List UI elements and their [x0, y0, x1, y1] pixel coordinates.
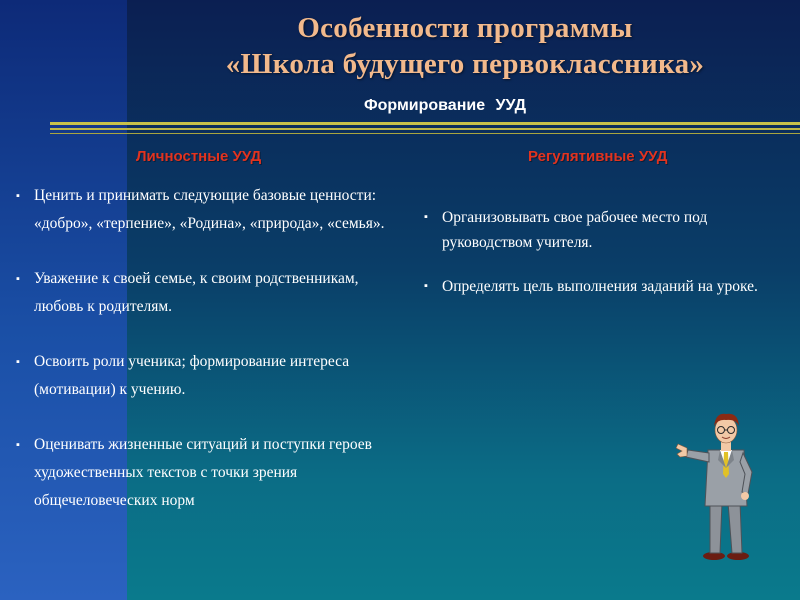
slide-title-line-2: «Школа будущего первоклассника»	[225, 48, 705, 80]
slide-title-line-1: Особенности программы	[297, 12, 633, 44]
list-item: ▪ Оценивать жизненные ситуаций и поступки героев художественных текстов с точки зрения общечеловеческих норм	[10, 431, 390, 515]
regulatory-uud-list	[418, 205, 798, 318]
divider-line	[50, 133, 800, 134]
list-item: ▪ Определять цель выполнения заданий на уроке.	[418, 274, 798, 299]
list-item: ▪ Организовывать свое рабочее место под руководством учителя.	[418, 205, 798, 255]
right-column-heading: Регулятивные УУД	[528, 148, 668, 165]
left-column-heading: Личностные УУД	[136, 148, 262, 165]
divider-line	[50, 128, 800, 130]
slide-subtitle: Формирование УУД	[363, 97, 527, 114]
slide-title	[130, 10, 800, 82]
teacher-figure-icon	[676, 410, 776, 562]
divider-line	[50, 122, 800, 125]
list-item: ▪ Освоить роли ученика; формирование интереса (мотивации) к учению.	[10, 348, 390, 404]
list-item: ▪ Уважение к своей семье, к своим родственникам, любовь к родителям.	[10, 265, 390, 321]
personal-uud-list	[10, 182, 390, 542]
list-item: ▪ Ценить и принимать следующие базовые ценности: «добро», «терпение», «Родина», «природа», «семья».	[10, 182, 390, 238]
